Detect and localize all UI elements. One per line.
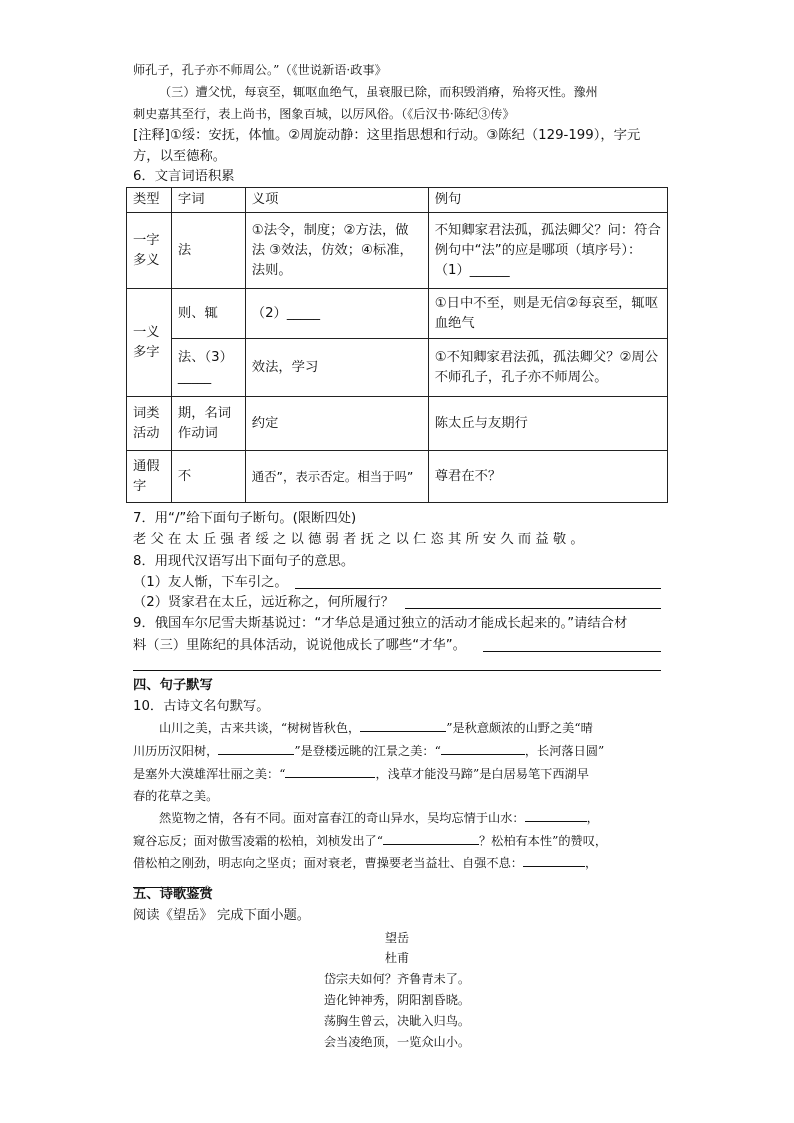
answer-line[interactable]	[405, 608, 661, 609]
passage-line: 师孔子，孔子亦不师周公。”（《世说新语·政事》	[133, 63, 387, 77]
q10-paragraph-line	[159, 717, 689, 739]
section5-title: 五、诗歌鉴赏	[133, 887, 213, 902]
table-row	[127, 397, 668, 451]
text-segment: 窥谷忘反；面对傲雪凌霜的松柏，刘桢发出了“	[133, 834, 383, 848]
meaning-cell: 通否”，表示否定。相当于吗”	[245, 451, 428, 503]
answer-blank[interactable]	[218, 740, 294, 755]
answer-line[interactable]	[133, 670, 661, 671]
poem-line: 造化钟神秀，阴阳割昏晓。	[323, 993, 471, 1007]
word-cell: 则、辄	[171, 289, 245, 339]
word-cell: 法	[171, 213, 245, 289]
type-cell: 通假字	[127, 451, 172, 503]
passage-part3-line: （三）遭父忧，每哀至，辄呕血绝气，虽衰服已除，而积毁消瘠，殆将灭性。豫州	[159, 85, 598, 99]
type-cell: 词类活动	[127, 397, 172, 451]
type-cell: 一字多义	[127, 213, 172, 289]
example-cell: 陈太丘与友期行	[428, 397, 667, 451]
answer-blank[interactable]	[360, 717, 446, 732]
meaning-cell: 效法，学习	[245, 339, 428, 397]
header-cell: 义项	[245, 188, 428, 213]
section5-intro: 阅读《望岳》 完成下面小题。	[133, 908, 311, 923]
meaning-cell: 约定	[245, 397, 428, 451]
text-segment: 川历历汉阳树，	[133, 744, 219, 758]
answer-blank[interactable]	[525, 807, 587, 822]
word-cell: 法、（3）_____	[171, 339, 245, 397]
q10-paragraph-line	[133, 763, 663, 785]
poem-line: 岱宗夫如何？齐鲁青未了。	[323, 972, 471, 986]
type-cell: 一义多字	[127, 289, 172, 397]
q9-line: 料（三）里陈纪的具体活动，说说他成长了哪些“才华”。	[133, 638, 466, 653]
q6-title: 6．文言词语积累	[133, 169, 235, 184]
passage-part3-line: 刺史嘉其至行，表上尚书，图象百城，以厉风俗。（《后汉书·陈纪③传》	[133, 107, 515, 121]
answer-blank[interactable]	[285, 763, 375, 778]
answer-blank[interactable]	[523, 852, 585, 867]
text-segment: ，	[585, 856, 598, 870]
text-segment: 然览物之情，各有不同。面对富春江的奇山异水，吴均忘情于山水：	[159, 811, 525, 825]
word-cell: 期，名词作动词	[171, 397, 245, 451]
text-segment: ，	[586, 811, 599, 825]
word-cell: 不	[171, 451, 245, 503]
notes-line: 方，以至德称。	[133, 149, 227, 164]
example-cell: 不知卿家君法孤，孤法卿父？问：符合例句中“法”的应是哪项（填序号）：（1）______	[428, 213, 667, 289]
poem-author: 杜甫	[384, 951, 410, 965]
q10-paragraph-line	[133, 740, 663, 762]
example-cell: ①日中不至，则是无信②每哀至，辄呕血绝气	[428, 289, 667, 339]
text-segment: ？松柏有本性”的赞叹，	[478, 834, 608, 848]
q7-sentence: 老父在太丘强者绥之以德弱者抚之以仁恣其所安久而益敬。	[133, 532, 588, 547]
poem-title: 望岳	[384, 931, 410, 945]
poem-line: 荡胸生曾云，决眦入归鸟。	[323, 1014, 471, 1028]
table-header-row	[127, 188, 668, 213]
example-cell: ①不知卿家君法孤，孤法卿父？②周公不师孔子，孔子亦不师周公。	[428, 339, 667, 397]
answer-line[interactable]	[483, 651, 661, 652]
meaning-cell: ①法令，制度；②方法，做法 ③效法，仿效；④标准，法则。	[245, 213, 428, 289]
q8-sentence-1: （1）友人惭，下车引之。	[133, 575, 288, 590]
meaning-cell: （2）_____	[245, 289, 428, 339]
header-cell: 类型	[127, 188, 172, 213]
text-segment: ，长河落日圆”	[524, 744, 605, 758]
text-segment: 。	[205, 877, 218, 891]
text-segment: ”是秋意颇浓的山野之美“晴	[446, 721, 593, 735]
q10-title: 10．古诗文名句默写。	[133, 699, 270, 714]
text-segment: ”是登楼远眺的江景之美：“	[294, 744, 441, 758]
q10-paragraph-line	[133, 830, 663, 852]
table-row	[127, 339, 668, 397]
text-segment: 山川之美，古来共谈，“树树皆秋色，	[159, 721, 361, 735]
text-segment: 借松柏之刚劲，明志向之坚贞；面对衰老，曹操要老当益壮、自强不息：	[133, 856, 523, 870]
q8-sentence-2: （2）贤家君在太丘，远近称之，何所履行？	[133, 595, 395, 610]
text-segment: ，浅草才能没马蹄”是白居易笔下西湖早	[375, 767, 589, 781]
poem-line: 会当凌绝顶，一览众山小。	[323, 1035, 471, 1049]
text-segment: 是塞外大漠雄浑壮丽之美：“	[133, 767, 286, 781]
q8-title: 8．用现代汉语写出下面句子的意思。	[133, 554, 355, 569]
q10-paragraph-line: 春的花草之美。	[133, 789, 219, 803]
vocab-table	[126, 187, 668, 503]
header-cell: 例句	[428, 188, 667, 213]
table-row	[127, 451, 668, 503]
q7-title: 7．用“/”给下面句子断句。(限断四处)	[133, 511, 357, 526]
answer-blank[interactable]	[383, 830, 479, 845]
section4-title: 四、句子默写	[133, 678, 213, 693]
example-cell: 尊君在不？	[428, 451, 667, 503]
header-cell: 字词	[171, 188, 245, 213]
answer-line[interactable]	[295, 588, 661, 589]
q10-paragraph-line	[133, 852, 663, 874]
table-row	[127, 213, 668, 289]
q9-line: 9．俄国车尔尼雪夫斯基说过：“才华总是通过独立的活动才能成长起来的。”请结合材	[133, 616, 628, 631]
table-row	[127, 289, 668, 339]
answer-blank[interactable]	[441, 740, 525, 755]
notes-line: [注释]①绥：安抚，体恤。②周旋动静：这里指思想和行动。③陈纪（129-199），字元	[133, 128, 641, 143]
q10-paragraph-line	[159, 807, 689, 829]
